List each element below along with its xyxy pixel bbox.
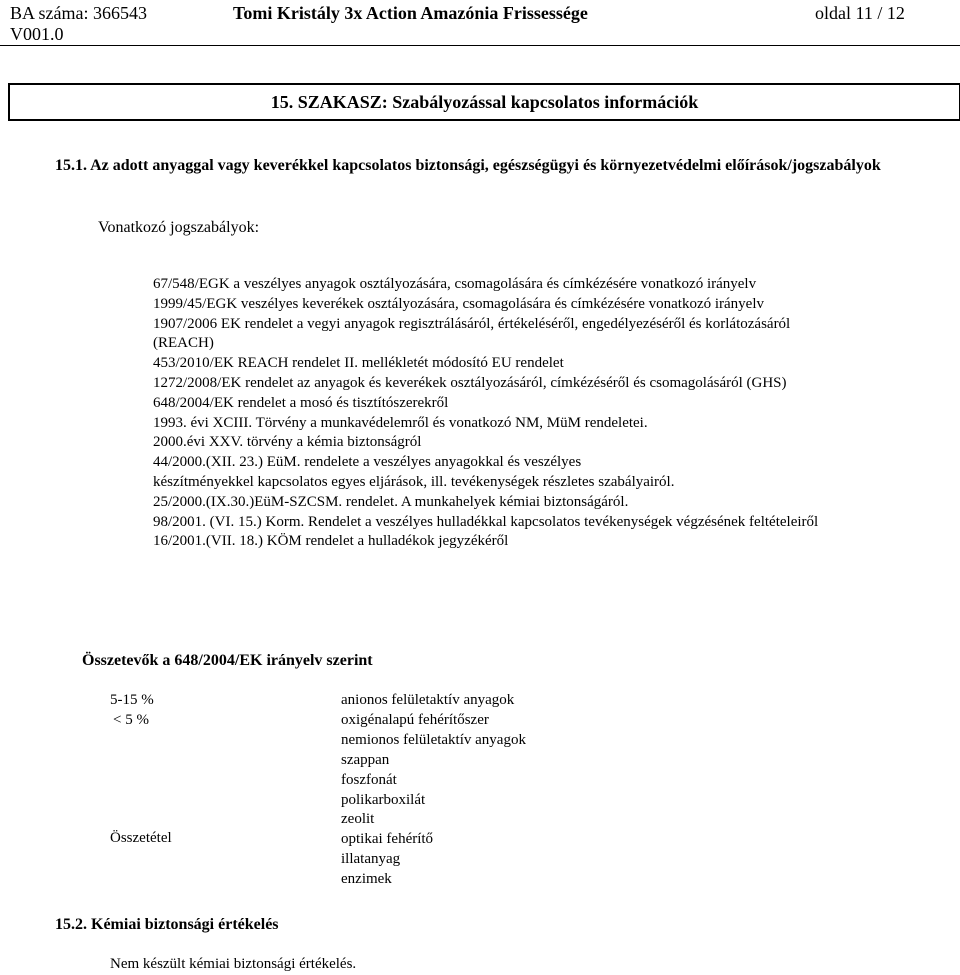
regulation-item: 98/2001. (VI. 15.) Korm. Rendelet a veszélyes hulladékkal kapcsolatos tevékenységek végzésének feltételeiről xyxy=(153,513,819,530)
ingredients-list xyxy=(341,691,526,890)
ingredient-item: szappan xyxy=(341,751,390,768)
ingredient-item: enzimek xyxy=(341,871,392,888)
section-15-header xyxy=(8,83,960,121)
version: V001.0 xyxy=(10,24,64,44)
composition-title: Összetevők a 648/2004/EK irányelv szerint xyxy=(82,652,373,669)
regulation-item: 25/2000.(IX.30.)EüM-SZCSM. rendelet. A munkahelyek kémiai biztonságáról. xyxy=(153,493,629,510)
ingredient-item: foszfonát xyxy=(341,771,397,788)
regulation-item: 1907/2006 EK rendelet a vegyi anyagok regisztrálásáról, értékeléséről, engedélyezéséről és korlátozásáról xyxy=(153,315,791,332)
ingredient-item: anionos felületaktív anyagok xyxy=(341,692,515,708)
header-divider xyxy=(0,45,960,46)
subsection-15-1-title: 15.1. Az adott anyaggal vagy keverékkel kapcsolatos biztonsági, egészségügyi és környezetvédelmi előírások/jogszabályok xyxy=(55,157,881,174)
regulation-item: 16/2001.(VII. 18.) KÖM rendelet a hulladékok jegyzékéről xyxy=(153,533,509,550)
page-info: oldal 11 / 12 xyxy=(815,3,905,23)
regulation-item: 1993. évi XCIII. Törvény a munkavédelemről és vonatkozó NM, MüM rendeletei. xyxy=(153,414,648,431)
subsection-15-2-text: Nem készült kémiai biztonsági értékelés. xyxy=(110,956,357,972)
regulation-item: 648/2004/EK rendelet a mosó és tisztítószerekről xyxy=(153,394,449,411)
regulation-item: készítményekkel kapcsolatos egyes eljárások, ill. tevékenységek részletes szabályairól. xyxy=(153,473,675,490)
regulation-item: 1272/2008/EK rendelet az anyagok és keverékek osztályozásáról, címkézéséről és csomagolásáról (GHS) xyxy=(153,374,787,391)
ingredient-item: optikai fehérítő xyxy=(341,831,434,848)
regulation-item: 1999/45/EGK veszélyes keverékek osztályozására, csomagolására és címkézésére vonatkozó irányelv xyxy=(153,295,764,312)
regulation-item: 2000.évi XXV. törvény a kémia biztonságról xyxy=(153,434,422,451)
ingredient-item: nemionos felületaktív anyagok xyxy=(341,731,526,748)
regulation-item: 453/2010/EK REACH rendelet II. mellékletét módosító EU rendelet xyxy=(153,355,564,372)
regulations-list xyxy=(153,275,933,552)
ingredient-item: zeolit xyxy=(341,811,375,828)
regulations-label: Vonatkozó jogszabályok: xyxy=(98,219,260,236)
ba-number: BA száma: 366543 xyxy=(10,3,147,23)
ingredient-item: illatanyag xyxy=(341,851,401,868)
regulation-item: (REACH) xyxy=(153,335,214,352)
range-5-15: 5-15 % xyxy=(110,692,154,708)
product-title: Tomi Kristály 3x Action Amazónia Frissessége xyxy=(233,3,588,23)
ingredient-item: oxigénalapú fehérítőszer xyxy=(341,711,489,728)
range-under-5: < 5 % xyxy=(113,712,149,728)
section-15-title: 15. SZAKASZ: Szabályozással kapcsolatos információk xyxy=(270,92,699,112)
subsection-15-2-title: 15.2. Kémiai biztonsági értékelés xyxy=(55,916,279,933)
ingredient-item: polikarboxilát xyxy=(341,791,426,808)
regulation-item: 44/2000.(XII. 23.) EüM. rendelete a veszélyes anyagokkal és veszélyes xyxy=(153,454,582,471)
composition-label: Összetétel xyxy=(110,830,172,846)
regulation-item: 67/548/EGK a veszélyes anyagok osztályozására, csomagolására és címkézésére vonatkozó irányelv xyxy=(153,276,757,292)
